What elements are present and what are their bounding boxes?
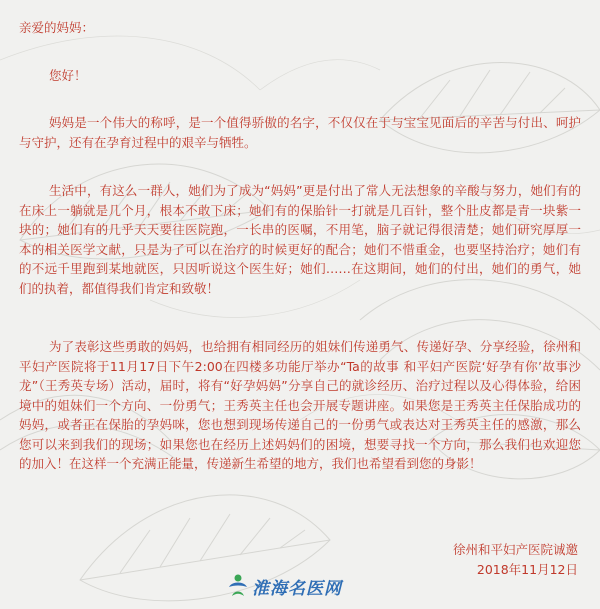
- hello-line: 您好！: [49, 68, 87, 83]
- date: 2018年11月12日: [476, 562, 578, 577]
- paragraph-1: 妈妈是一个伟大的称呼，是一个值得骄傲的名字，不仅仅在于与宝宝见面后的辛苦与付出、呵护与守护，还有在孕育过程中的艰辛与牺牲。: [19, 115, 581, 150]
- watermark-logo: [226, 572, 376, 600]
- greeting: 亲爱的妈妈：: [19, 20, 95, 35]
- signature-block: [453, 540, 578, 580]
- paragraph-3: 为了表彰这些勇敢的妈妈，也给拥有相同经历的姐妹们传递勇气、传递好孕、分享经验，徐州和平妇产医院将于11月17日下午2:00在四楼多功能厅举办“Ta的故事 和平妇产医院‘好孕有你’故事沙龙”（王秀英专场）活动，届时，将有“好孕妈妈”分享自己的就诊经历、治疗过程以及心得体验，给困境中的姐妹们一个方向、一份勇气；王秀英主任也会开展专题讲座。如果您是王秀英主任保胎成功的妈妈，或者正在保胎的孕妈咪，您也想到现场传递自己的一份勇气或表达对王秀英主任的感激，那么您可以来到我们的现场；如果您也在经历上述妈妈们的困境，想要寻找一个方向，那么我们也欢迎您的加入！在这样一个充满正能量，传递新生希望的地方，我们也希望看到您的身影！: [19, 339, 581, 471]
- watermark-text: 淮海名医网: [252, 579, 342, 599]
- people-logo-icon: [226, 573, 250, 599]
- paragraph-2: 生活中，有这么一群人，她们为了成为“妈妈”更是付出了常人无法想象的辛酸与努力，她们有的在床上一躺就是几个月，根本不敢下床；她们有的保胎针一打就是几百针，整个肚皮都是青一块紫一块的；她们有的几乎天天要往医院跑，一长串的医嘱，不用笔，脑子就记得很清楚；她们研究厚厚一本的相关医学文献，只是为了可以在治疗的时候更好的配合；她们不惜重金，也要坚持治疗；她们有的不远千里跑到某地就医，只因听说这个医生好；她们……在这期间，她们的付出，她们的勇气，她们的执着，都值得我们肯定和致敬！: [19, 183, 581, 296]
- signature: 徐州和平妇产医院诚邀: [452, 542, 578, 557]
